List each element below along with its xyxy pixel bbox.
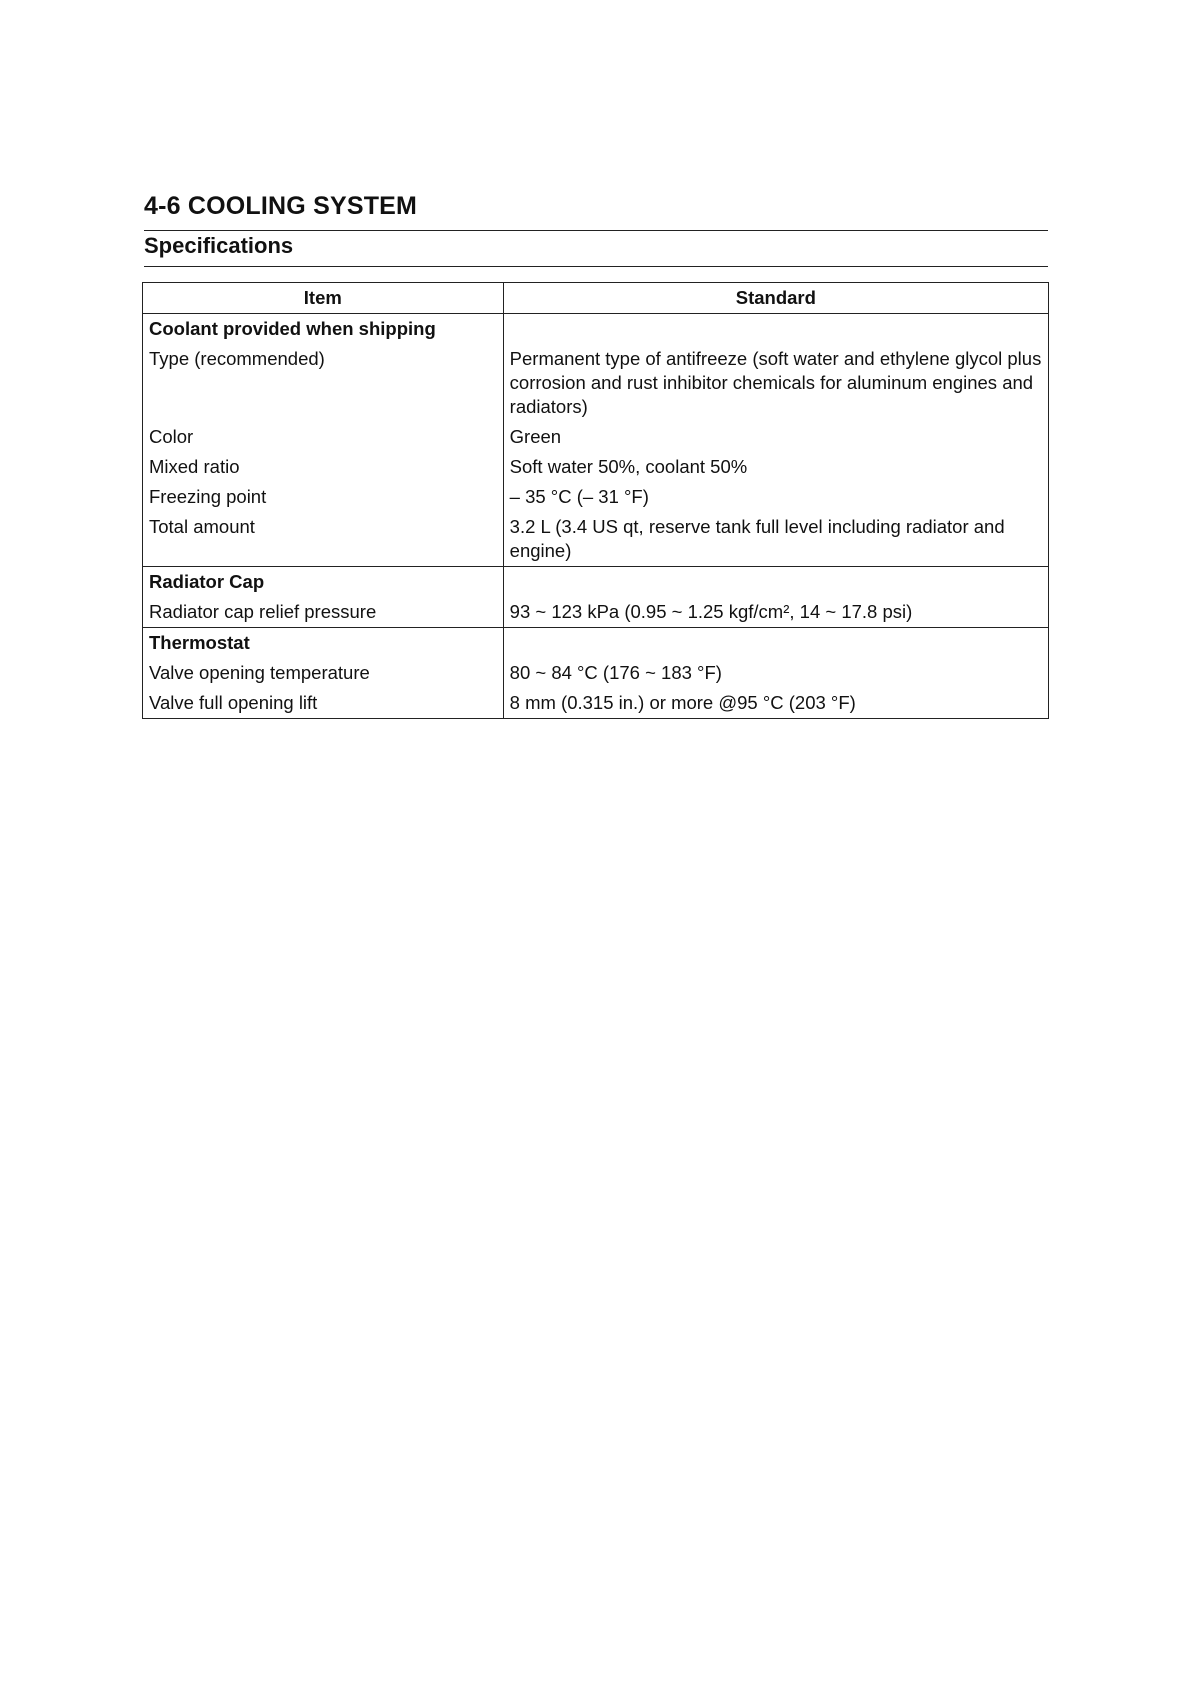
group-row-thermostat (143, 628, 1049, 659)
group-standard-empty (503, 567, 1048, 598)
subsection-title: Specifications (144, 233, 294, 258)
item-cell: Color (143, 422, 504, 452)
specifications-table (142, 282, 1049, 719)
subtitle-divider (144, 266, 1048, 267)
item-cell: Valve full opening lift (143, 688, 504, 719)
item-cell: Radiator cap relief pressure (143, 597, 504, 628)
table-header-row (143, 283, 1049, 314)
item-cell: Mixed ratio (143, 452, 504, 482)
standard-cell: 3.2 L (3.4 US qt, reserve tank full level including radiator and engine) (503, 512, 1048, 567)
group-row-radiator-cap (143, 567, 1049, 598)
header-item: Item (143, 283, 504, 314)
standard-cell: – 35 °C (– 31 °F) (503, 482, 1048, 512)
table-row (143, 512, 1049, 567)
group-standard-empty (503, 628, 1048, 659)
section-title: 4-6 COOLING SYSTEM (144, 192, 418, 220)
standard-cell: Permanent type of antifreeze (soft water and ethylene glycol plus corrosion and rust inhibitor chemicals for aluminum engines and radiators) (503, 344, 1048, 422)
table-row (143, 688, 1049, 719)
standard-cell: 8 mm (0.315 in.) or more @95 °C (203 °F) (503, 688, 1048, 719)
standard-cell: Soft water 50%, coolant 50% (503, 452, 1048, 482)
table-row (143, 482, 1049, 512)
item-cell: Type (recommended) (143, 344, 504, 422)
table-row (143, 452, 1049, 482)
table-row (143, 658, 1049, 688)
standard-cell: 93 ~ 123 kPa (0.95 ~ 1.25 kgf/cm², 14 ~ 17.8 psi) (503, 597, 1048, 628)
item-cell: Freezing point (143, 482, 504, 512)
header-standard: Standard (503, 283, 1048, 314)
group-row-coolant (143, 314, 1049, 345)
table-row (143, 344, 1049, 422)
item-cell: Total amount (143, 512, 504, 567)
standard-cell: 80 ~ 84 °C (176 ~ 183 °F) (503, 658, 1048, 688)
title-divider (144, 230, 1048, 231)
item-cell: Valve opening temperature (143, 658, 504, 688)
table-row (143, 597, 1049, 628)
group-label: Coolant provided when shipping (143, 314, 504, 345)
table-row (143, 422, 1049, 452)
group-label: Radiator Cap (143, 567, 504, 598)
standard-cell: Green (503, 422, 1048, 452)
group-label: Thermostat (143, 628, 504, 659)
group-standard-empty (503, 314, 1048, 345)
